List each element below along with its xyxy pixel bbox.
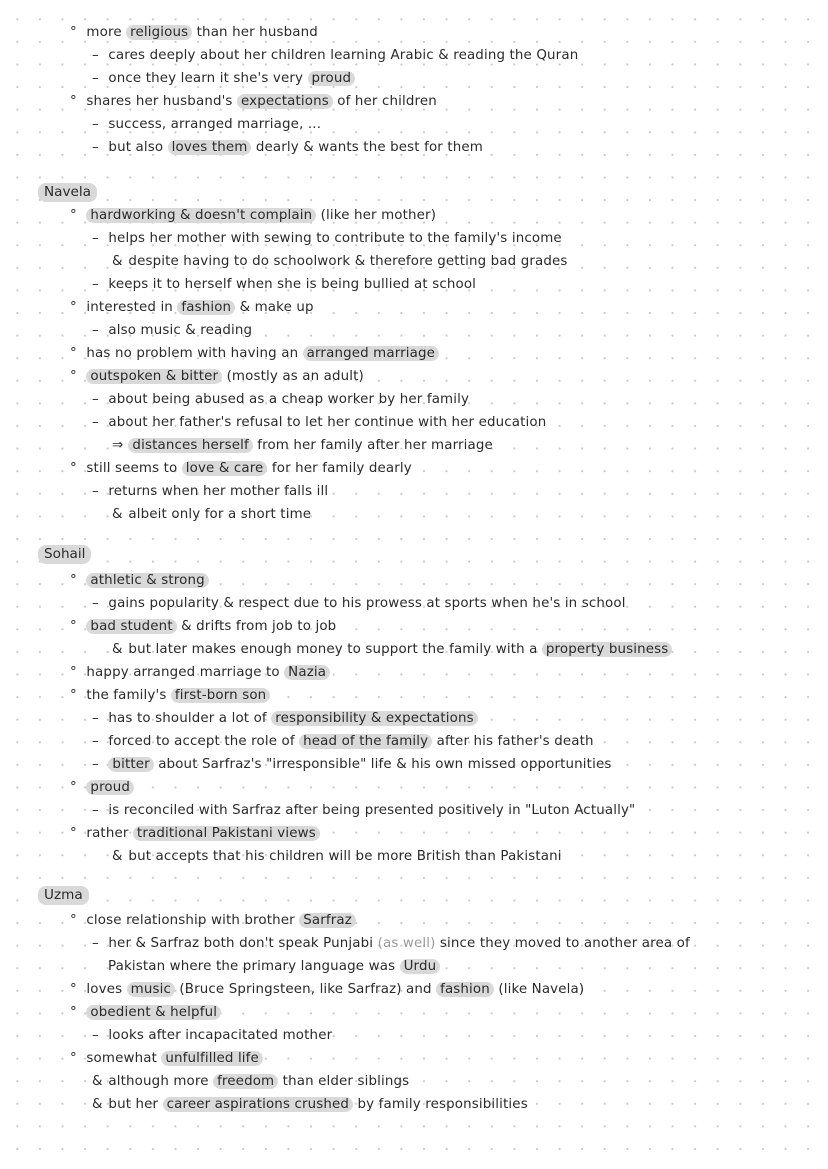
note-line xyxy=(70,912,356,930)
note-line xyxy=(92,70,355,88)
dash-marker: – xyxy=(92,277,99,292)
note-text: rather xyxy=(86,826,133,841)
note-text: despite having to do schoolwork & therefore getting bad grades xyxy=(128,254,568,269)
highlighted-text: responsibility & expectations xyxy=(271,711,478,726)
note-line xyxy=(92,139,483,157)
note-text: forced to accept the role of xyxy=(108,734,300,749)
dash-marker: – xyxy=(92,231,99,246)
bullet-marker: ° xyxy=(70,369,77,384)
note-text: & drifts from job to job xyxy=(176,619,337,634)
note-text: more xyxy=(86,25,127,40)
note-line xyxy=(92,1096,528,1114)
dash-marker: – xyxy=(92,484,99,499)
highlighted-text: hardworking & doesn't complain xyxy=(86,208,316,223)
note-text: but later makes enough money to support the family with a xyxy=(128,642,542,657)
note-line xyxy=(92,935,690,953)
section-heading: Uzma xyxy=(38,886,89,905)
highlighted-text: athletic & strong xyxy=(86,573,208,588)
highlighted-text: expectations xyxy=(237,94,333,109)
bullet-marker: ° xyxy=(70,982,77,997)
note-text: is reconciled with Sarfraz after being presented positively in "Luton Actually" xyxy=(108,803,636,818)
note-text: helps her mother with sewing to contribute to the family's income xyxy=(108,231,562,246)
note-text: still seems to xyxy=(86,461,182,476)
note-text: the family's xyxy=(86,688,171,703)
note-line xyxy=(70,664,330,682)
dash-marker: – xyxy=(92,415,99,430)
note-text: of her children xyxy=(332,94,437,109)
dash-marker: – xyxy=(92,392,99,407)
note-text: although more xyxy=(108,1074,214,1089)
note-line xyxy=(92,322,252,340)
note-text: (Bruce Springsteen, like Sarfraz) and xyxy=(174,982,437,997)
highlighted-text: arranged marriage xyxy=(303,346,439,361)
note-text: (as well) xyxy=(377,936,436,951)
note-line xyxy=(92,1027,332,1045)
note-text: also music & reading xyxy=(108,323,253,338)
bullet-marker: ° xyxy=(70,619,77,634)
note-text: than elder siblings xyxy=(278,1074,410,1089)
note-text: happy arranged marriage to xyxy=(86,665,285,680)
note-line xyxy=(92,116,321,134)
highlighted-text: outspoken & bitter xyxy=(86,369,222,384)
note-line xyxy=(92,710,478,728)
note-line xyxy=(92,1073,409,1091)
note-line xyxy=(70,345,439,363)
section-heading: Sohail xyxy=(38,545,91,564)
amp-marker: & xyxy=(112,642,123,657)
note-line xyxy=(70,24,318,42)
note-text: since they moved to another area of xyxy=(435,936,690,951)
note-text: returns when her mother falls ill xyxy=(108,484,329,499)
dash-marker: – xyxy=(92,1028,99,1043)
note-line xyxy=(70,460,412,478)
bullet-marker: ° xyxy=(70,300,77,315)
note-line xyxy=(92,756,611,774)
note-text: by family responsibilities xyxy=(353,1097,528,1112)
note-line xyxy=(70,1050,263,1068)
note-line xyxy=(92,276,476,294)
note-text: shares her husband's xyxy=(86,94,237,109)
note-text: keeps it to herself when she is being bullied at school xyxy=(108,277,477,292)
note-line xyxy=(92,595,626,613)
dash-marker: – xyxy=(92,936,99,951)
dash-marker: – xyxy=(92,140,99,155)
note-line xyxy=(92,391,469,409)
note-text: Pakistan where the primary language was xyxy=(108,959,400,974)
highlighted-text: religious xyxy=(126,25,192,40)
dash-marker: – xyxy=(92,803,99,818)
note-text: somewhat xyxy=(86,1051,162,1066)
highlighted-text: Nazia xyxy=(284,665,330,680)
bullet-marker: ° xyxy=(70,573,77,588)
note-text: after his father's death xyxy=(432,734,594,749)
note-line xyxy=(112,641,672,659)
note-text: loves xyxy=(86,982,127,997)
note-text: has no problem with having an xyxy=(86,346,303,361)
note-line xyxy=(108,958,440,976)
bullet-marker: ° xyxy=(70,461,77,476)
note-text: from her family after her marriage xyxy=(252,438,493,453)
amp-marker: & xyxy=(112,507,123,522)
note-text: close relationship with brother xyxy=(86,913,300,928)
note-line xyxy=(70,825,320,843)
note-text: about being abused as a cheap worker by her family xyxy=(108,392,470,407)
note-line xyxy=(92,47,578,65)
amp-marker: & xyxy=(92,1074,103,1089)
note-line xyxy=(92,414,546,432)
note-text: looks after incapacitated mother xyxy=(108,1028,333,1043)
highlighted-text: property business xyxy=(542,642,673,657)
highlighted-text: bitter xyxy=(108,757,153,772)
bullet-marker: ° xyxy=(70,913,77,928)
bullet-marker: ° xyxy=(70,1005,77,1020)
dash-marker: – xyxy=(92,71,99,86)
note-text: but accepts that his children will be more British than Pakistani xyxy=(128,849,562,864)
note-text: about her father's refusal to let her continue with her education xyxy=(108,415,547,430)
highlighted-text: love & care xyxy=(182,461,268,476)
bullet-marker: ° xyxy=(70,208,77,223)
note-line xyxy=(112,848,562,866)
highlighted-text: fashion xyxy=(177,300,235,315)
note-line xyxy=(70,93,437,111)
section-heading: Navela xyxy=(38,183,97,202)
note-text: success, arranged marriage, ... xyxy=(108,117,322,132)
note-line xyxy=(70,572,209,590)
note-text: but also xyxy=(108,140,168,155)
note-line xyxy=(92,802,635,820)
dash-marker: – xyxy=(92,48,99,63)
highlighted-text: head of the family xyxy=(299,734,432,749)
note-line xyxy=(70,779,134,797)
note-line xyxy=(112,437,493,455)
note-line xyxy=(70,207,436,225)
dash-marker: – xyxy=(92,117,99,132)
note-text: & make up xyxy=(235,300,314,315)
amp-marker: & xyxy=(92,1097,103,1112)
note-text: her & Sarfraz both don't speak Punjabi xyxy=(108,936,378,951)
amp-marker: & xyxy=(112,254,123,269)
highlighted-text: proud xyxy=(308,71,356,86)
highlighted-text: traditional Pakistani views xyxy=(133,826,320,841)
note-text: interested in xyxy=(86,300,178,315)
dash-marker: – xyxy=(92,711,99,726)
highlighted-text: loves them xyxy=(168,140,252,155)
dash-marker: – xyxy=(92,757,99,772)
bullet-marker: ° xyxy=(70,1051,77,1066)
bullet-marker: ° xyxy=(70,94,77,109)
highlighted-text: obedient & helpful xyxy=(86,1005,221,1020)
note-line xyxy=(92,230,562,248)
bullet-marker: ° xyxy=(70,25,77,40)
highlighted-text: first-born son xyxy=(171,688,270,703)
bullet-marker: ° xyxy=(70,826,77,841)
amp-marker: & xyxy=(112,849,123,864)
note-line xyxy=(92,483,328,501)
note-line xyxy=(70,981,584,999)
note-text: (mostly as an adult) xyxy=(222,369,364,384)
note-text: (like her mother) xyxy=(316,208,437,223)
highlighted-text: career aspirations crushed xyxy=(163,1097,353,1112)
highlighted-text: Urdu xyxy=(400,959,441,974)
highlighted-text: proud xyxy=(86,780,134,795)
highlighted-text: bad student xyxy=(86,619,176,634)
note-text: about Sarfraz's "irresponsible" life & his own missed opportunities xyxy=(153,757,612,772)
dash-marker: – xyxy=(92,734,99,749)
bullet-marker: ° xyxy=(70,665,77,680)
note-text: dearly & wants the best for them xyxy=(251,140,483,155)
note-text: but her xyxy=(108,1097,163,1112)
note-line xyxy=(92,733,594,751)
note-line xyxy=(70,618,336,636)
note-text: (like Navela) xyxy=(493,982,585,997)
arrow-marker: ⇒ xyxy=(112,438,124,453)
note-text: once they learn it she's very xyxy=(108,71,308,86)
note-text: has to shoulder a lot of xyxy=(108,711,272,726)
note-text: albeit only for a short time xyxy=(128,507,312,522)
note-text: for her family dearly xyxy=(267,461,412,476)
bullet-marker: ° xyxy=(70,688,77,703)
note-text: cares deeply about her children learning Arabic & reading the Quran xyxy=(108,48,579,63)
highlighted-text: distances herself xyxy=(128,438,252,453)
dash-marker: – xyxy=(92,596,99,611)
highlighted-text: unfulfilled life xyxy=(161,1051,263,1066)
note-line xyxy=(70,299,314,317)
note-line xyxy=(70,368,364,386)
dash-marker: – xyxy=(92,323,99,338)
highlighted-text: music xyxy=(127,982,175,997)
note-line xyxy=(70,687,270,705)
bullet-marker: ° xyxy=(70,346,77,361)
note-text: gains popularity & respect due to his prowess at sports when he's in school xyxy=(108,596,626,611)
highlighted-text: fashion xyxy=(436,982,494,997)
note-line xyxy=(112,506,311,524)
highlighted-text: freedom xyxy=(213,1074,278,1089)
highlighted-text: Sarfraz xyxy=(299,913,356,928)
bullet-marker: ° xyxy=(70,780,77,795)
note-line xyxy=(112,253,568,271)
note-line xyxy=(70,1004,221,1022)
note-text: than her husband xyxy=(192,25,318,40)
